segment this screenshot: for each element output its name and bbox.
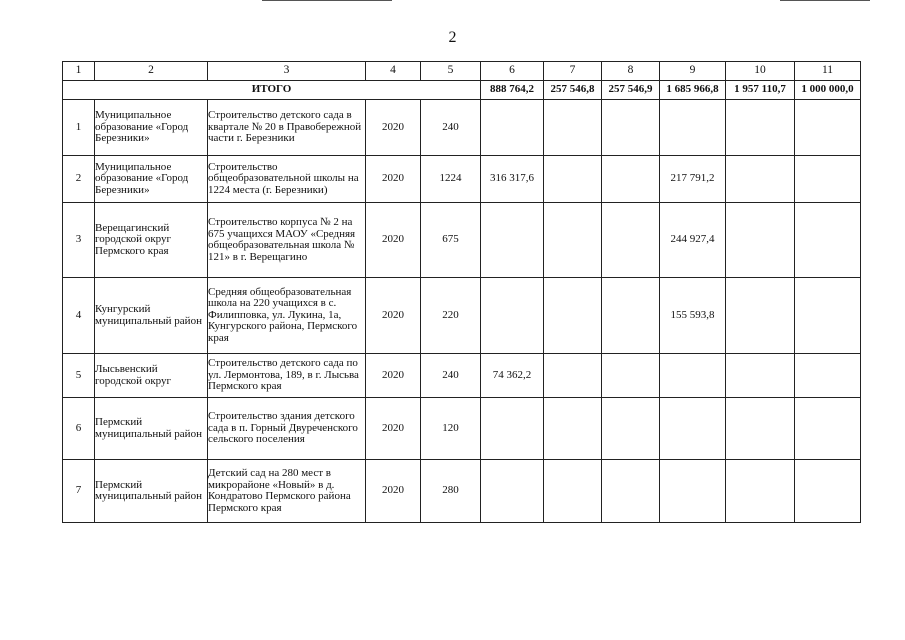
capacity-cell: 220: [421, 278, 481, 354]
total-c11: 1 000 000,0: [795, 81, 861, 100]
value-c10: [726, 203, 795, 278]
municipality-cell: Муниципальное образование «Город Березники»: [95, 156, 208, 203]
value-c6: [481, 278, 544, 354]
capacity-cell: 1224: [421, 156, 481, 203]
total-label: ИТОГО: [63, 81, 481, 100]
object-cell: Строительство корпуса № 2 на 675 учащихся МАОУ «Средняя общеобразовательная школа № 121» в г. Верещагино: [208, 203, 366, 278]
value-c7: [544, 203, 602, 278]
value-c10: [726, 398, 795, 460]
municipality-cell: Муниципальное образование «Город Березники»: [95, 100, 208, 156]
value-c6: 74 362,2: [481, 354, 544, 398]
scan-edge-line-left: [262, 0, 392, 1]
year-cell: 2020: [366, 278, 421, 354]
value-c11: [795, 398, 861, 460]
value-c9: [660, 398, 726, 460]
value-c8: [602, 460, 660, 523]
data-table: [62, 61, 861, 523]
total-c7: 257 546,8: [544, 81, 602, 100]
value-c10: [726, 100, 795, 156]
value-c9: 244 927,4: [660, 203, 726, 278]
capacity-cell: 280: [421, 460, 481, 523]
value-c7: [544, 460, 602, 523]
value-c6: 316 317,6: [481, 156, 544, 203]
total-c10: 1 957 110,7: [726, 81, 795, 100]
row-number: 7: [63, 460, 95, 523]
value-c6: [481, 100, 544, 156]
municipality-cell: Лысьвенский городской округ: [95, 354, 208, 398]
year-cell: 2020: [366, 354, 421, 398]
table-row: [63, 460, 861, 523]
capacity-cell: 240: [421, 100, 481, 156]
year-cell: 2020: [366, 460, 421, 523]
value-c8: [602, 398, 660, 460]
value-c11: [795, 278, 861, 354]
capacity-cell: 120: [421, 398, 481, 460]
header-cell: 1: [63, 62, 95, 81]
value-c9: [660, 354, 726, 398]
row-number: 5: [63, 354, 95, 398]
table-body: [63, 62, 861, 523]
header-cell: 8: [602, 62, 660, 81]
value-c11: [795, 100, 861, 156]
row-number: 3: [63, 203, 95, 278]
value-c9: [660, 100, 726, 156]
year-cell: 2020: [366, 156, 421, 203]
year-cell: 2020: [366, 100, 421, 156]
header-cell: 10: [726, 62, 795, 81]
value-c11: [795, 156, 861, 203]
capacity-cell: 675: [421, 203, 481, 278]
value-c11: [795, 354, 861, 398]
capacity-cell: 240: [421, 354, 481, 398]
value-c10: [726, 460, 795, 523]
object-cell: Строительство детского сада по ул. Лермонтова, 189, в г. Лысьва Пермского края: [208, 354, 366, 398]
scan-edge-line-right: [780, 0, 870, 1]
total-c8: 257 546,9: [602, 81, 660, 100]
value-c11: [795, 460, 861, 523]
year-cell: 2020: [366, 398, 421, 460]
value-c10: [726, 278, 795, 354]
value-c7: [544, 354, 602, 398]
page-number: 2: [448, 29, 457, 46]
value-c8: [602, 156, 660, 203]
object-cell: Строительство детского сада в квартале № 20 в Правобережной части г. Березники: [208, 100, 366, 156]
row-number: 6: [63, 398, 95, 460]
header-cell: 7: [544, 62, 602, 81]
value-c6: [481, 203, 544, 278]
header-row: [63, 62, 861, 81]
municipality-cell: Кунгурский муниципальный район: [95, 278, 208, 354]
header-cell: 9: [660, 62, 726, 81]
value-c9: 155 593,8: [660, 278, 726, 354]
municipality-cell: Пермский муниципальный район: [95, 460, 208, 523]
value-c6: [481, 398, 544, 460]
total-c9: 1 685 966,8: [660, 81, 726, 100]
value-c10: [726, 156, 795, 203]
row-number: 4: [63, 278, 95, 354]
header-cell: 11: [795, 62, 861, 81]
value-c7: [544, 398, 602, 460]
header-cell: 3: [208, 62, 366, 81]
municipality-cell: Пермский муниципальный район: [95, 398, 208, 460]
year-cell: 2020: [366, 203, 421, 278]
value-c9: [660, 460, 726, 523]
value-c8: [602, 354, 660, 398]
header-cell: 6: [481, 62, 544, 81]
value-c6: [481, 460, 544, 523]
header-cell: 2: [95, 62, 208, 81]
value-c9: 217 791,2: [660, 156, 726, 203]
object-cell: Строительство здания детского сада в п. Горный Двуреченского сельского поселения: [208, 398, 366, 460]
table-row: [63, 398, 861, 460]
object-cell: Средняя общеобразовательная школа на 220 учащихся в с. Филипповка, ул. Лукина, 1а, Кунгурского района, Пермского края: [208, 278, 366, 354]
value-c10: [726, 354, 795, 398]
value-c8: [602, 278, 660, 354]
table-row: [63, 278, 861, 354]
total-row: [63, 81, 861, 100]
header-cell: 4: [366, 62, 421, 81]
header-cell: 5: [421, 62, 481, 81]
table-row: [63, 100, 861, 156]
value-c8: [602, 100, 660, 156]
value-c8: [602, 203, 660, 278]
value-c11: [795, 203, 861, 278]
row-number: 2: [63, 156, 95, 203]
row-number: 1: [63, 100, 95, 156]
table-row: [63, 156, 861, 203]
value-c7: [544, 156, 602, 203]
value-c7: [544, 278, 602, 354]
table-row: [63, 203, 861, 278]
object-cell: Детский сад на 280 мест в микрорайоне «Новый» в д. Кондратово Пермского района Пермского края: [208, 460, 366, 523]
table-row: [63, 354, 861, 398]
object-cell: Строительство общеобразовательной школы на 1224 места (г. Березники): [208, 156, 366, 203]
municipality-cell: Верещагинский городской округ Пермского края: [95, 203, 208, 278]
total-c6: 888 764,2: [481, 81, 544, 100]
value-c7: [544, 100, 602, 156]
